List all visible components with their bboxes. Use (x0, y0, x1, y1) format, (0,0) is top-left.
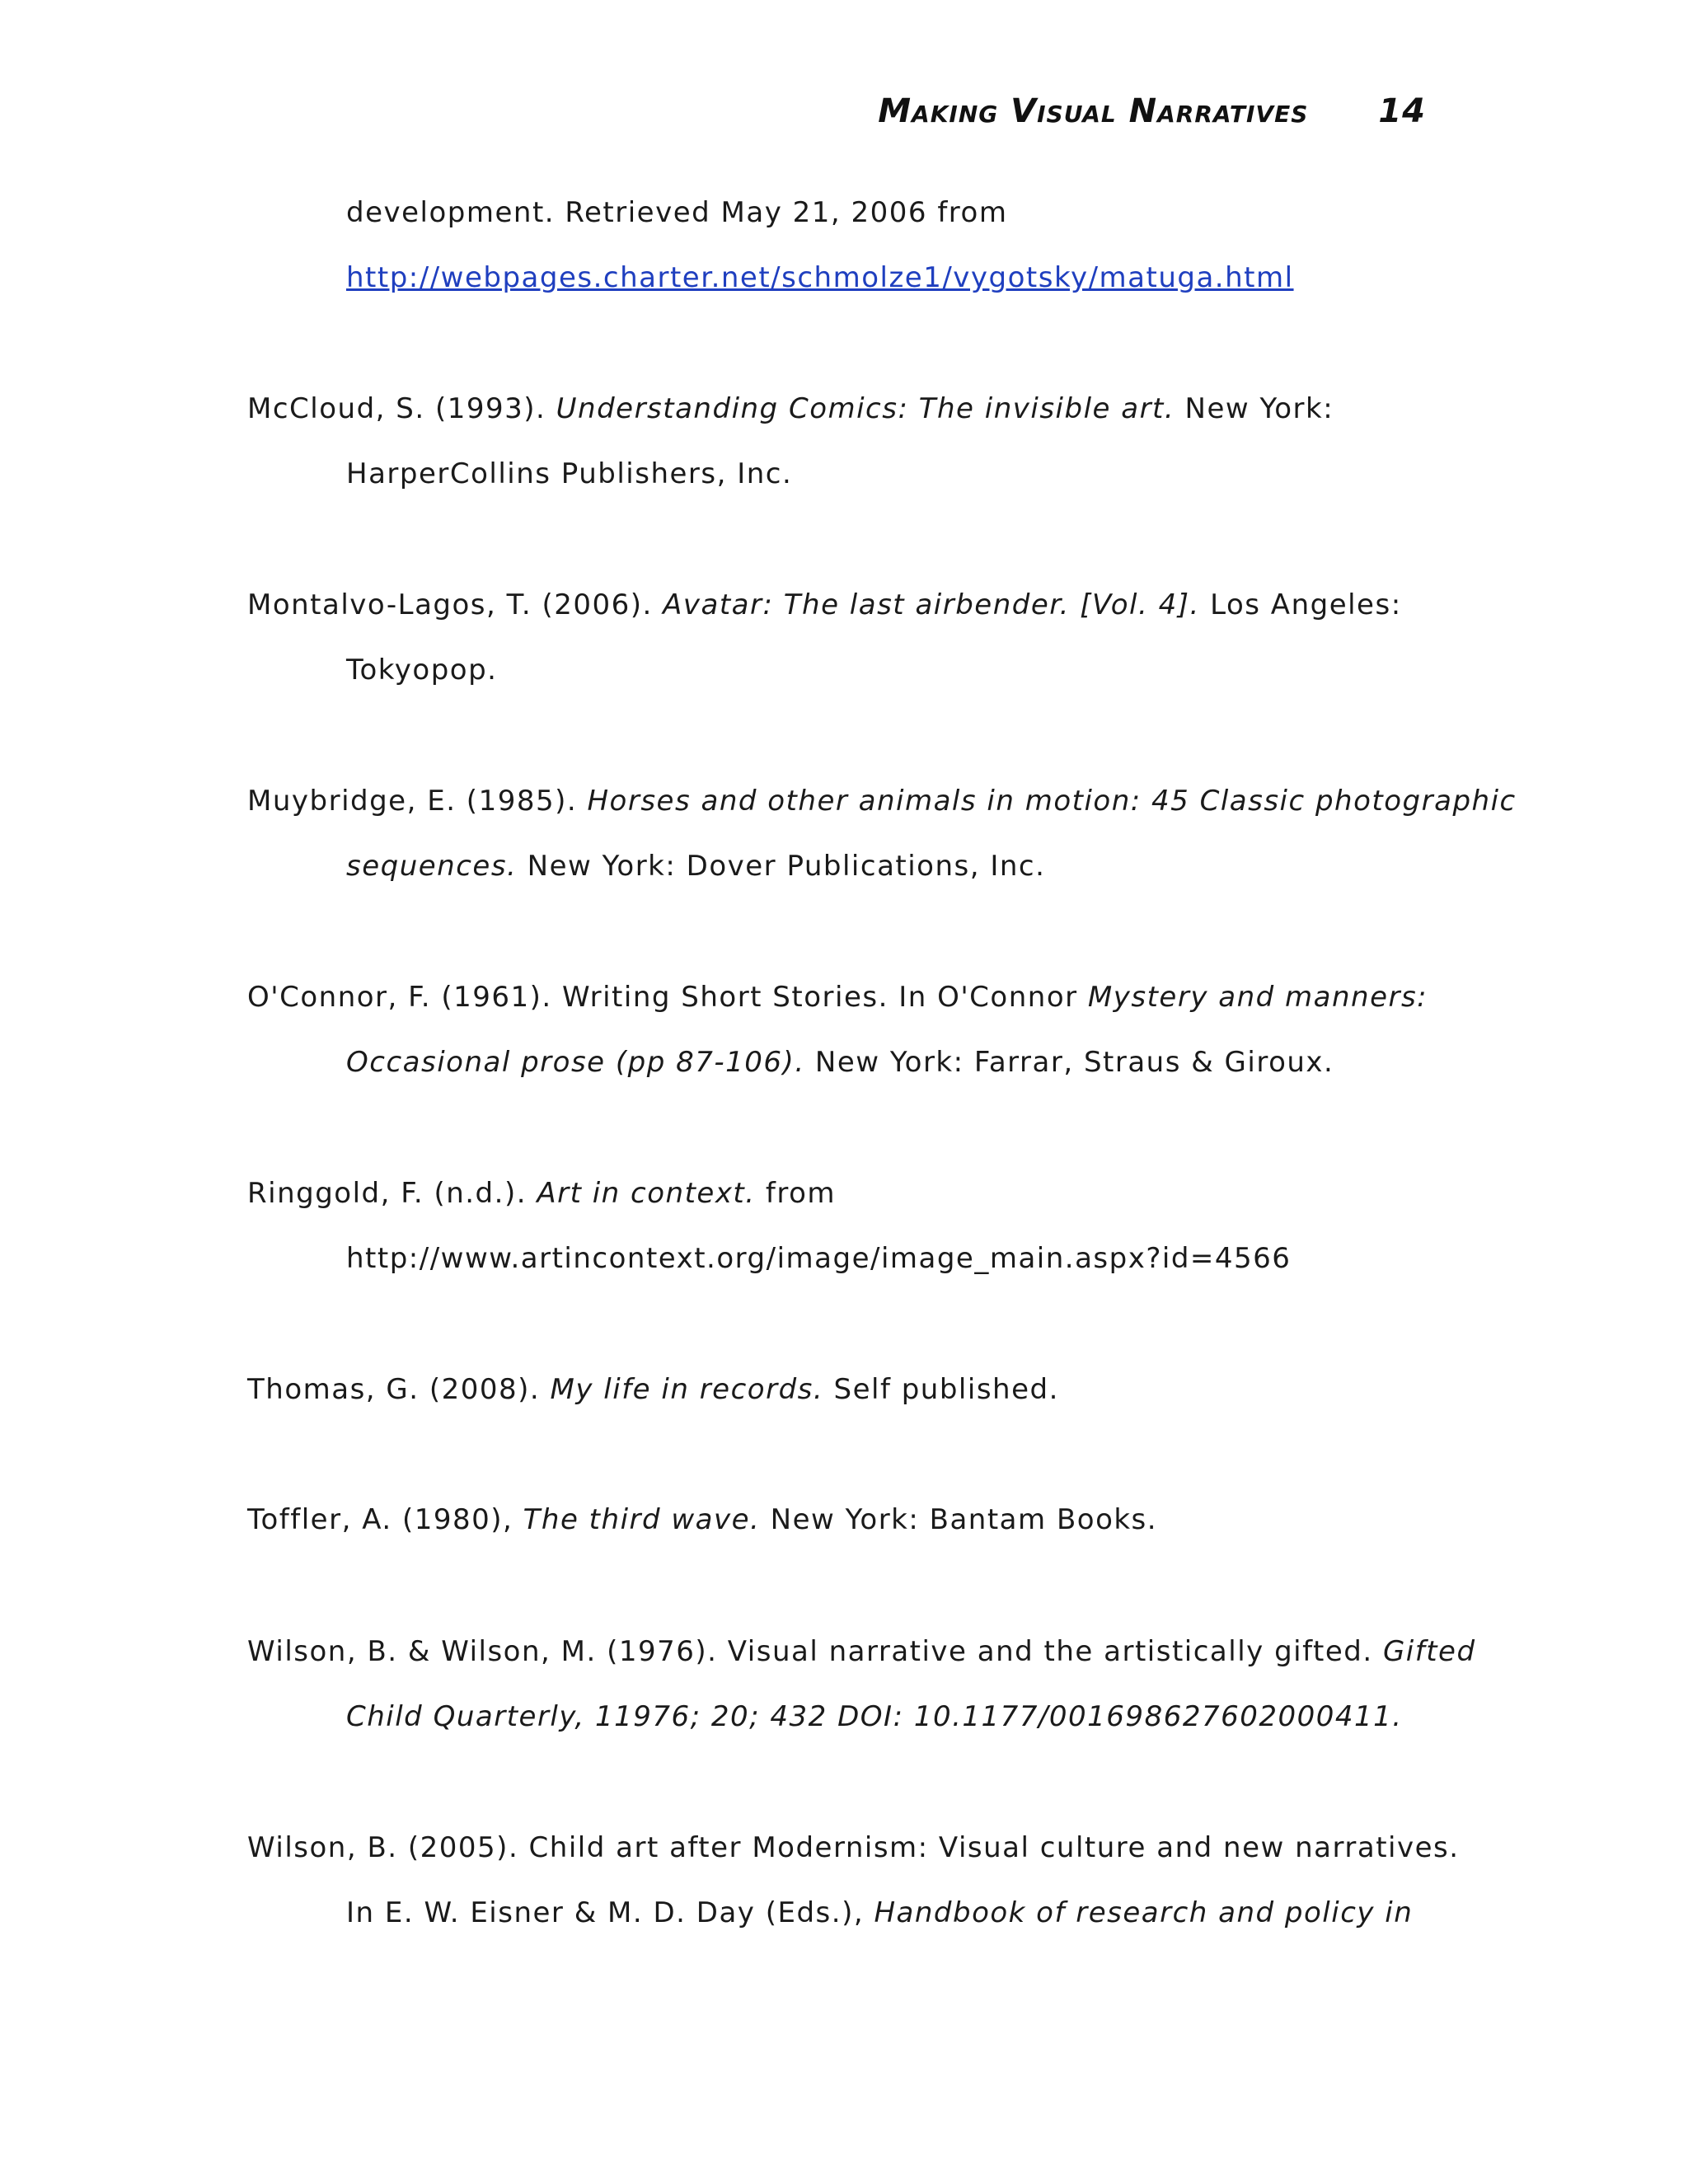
reference-title: Mystery and manners: (1087, 981, 1428, 1014)
reference-title: Art in context. (537, 1177, 756, 1210)
page-number: 14 (1378, 92, 1426, 130)
reference-title: Gifted (1382, 1635, 1476, 1668)
reference-muybridge-line1: Muybridge, E. (1985). Horses and other animals in motion: 45 Classic photographic (247, 785, 1517, 818)
reference-toffler: Toffler, A. (1980), The third wave. New York: Bantam Books. (247, 1503, 1158, 1536)
reference-title: Occasional prose (pp 87-106). (346, 1046, 805, 1079)
reference-oconnor-line2: Occasional prose (pp 87-106). New York: Farrar, Straus & Giroux. (346, 1046, 1334, 1079)
running-title: Making Visual Narratives (878, 92, 1309, 130)
reference-muybridge-line2: sequences. New York: Dover Publications, Inc. (346, 850, 1046, 883)
reference-title: Child Quarterly, 11976; 20; 432 DOI: 10.1177/001698627602000411. (346, 1700, 1403, 1733)
reference-montalvo-line1: Montalvo-Lagos, T. (2006). Avatar: The last airbender. [Vol. 4]. Los Angeles: (247, 588, 1402, 621)
reference-title: Understanding Comics: The invisible art. (556, 392, 1175, 425)
matuga-link[interactable]: http://webpages.charter.net/schmolze1/vygotsky/matuga.html (346, 261, 1294, 294)
reference-wilson2005-line1: Wilson, B. (2005). Child art after Modernism: Visual culture and new narratives. (247, 1831, 1460, 1864)
reference-oconnor-line1: O'Connor, F. (1961). Writing Short Stories. In O'Connor Mystery and manners: (247, 981, 1428, 1014)
reference-matuga-line2 (346, 261, 1294, 294)
running-head (878, 92, 1426, 130)
reference-ringgold-line2: http://www.artincontext.org/image/image_main.aspx?id=4566 (346, 1242, 1292, 1275)
reference-wilson1976-line1: Wilson, B. & Wilson, M. (1976). Visual narrative and the artistically gifted. Gifted (247, 1635, 1476, 1668)
reference-thomas: Thomas, G. (2008). My life in records. Self published. (247, 1373, 1059, 1406)
reference-mccloud-line1: McCloud, S. (1993). Understanding Comics: The invisible art. New York: (247, 392, 1334, 425)
reference-wilson2005-line2: In E. W. Eisner & M. D. Day (Eds.), Handbook of research and policy in (346, 1896, 1414, 1929)
reference-title: Handbook of research and policy in (874, 1896, 1414, 1929)
reference-title: My life in records. (550, 1373, 824, 1406)
reference-ringgold-line1: Ringgold, F. (n.d.). Art in context. from (247, 1177, 837, 1210)
reference-title: Horses and other animals in motion: 45 Classic photographic (587, 785, 1517, 818)
reference-wilson1976-line2 (346, 1700, 1403, 1733)
reference-title: sequences. (346, 850, 518, 883)
reference-matuga-line1: development. Retrieved May 21, 2006 from (346, 196, 1008, 229)
reference-title: Avatar: The last airbender. [Vol. 4]. (663, 588, 1200, 621)
reference-mccloud-line2: HarperCollins Publishers, Inc. (346, 457, 793, 490)
reference-title: The third wave. (523, 1503, 761, 1536)
reference-montalvo-line2: Tokyopop. (346, 654, 498, 687)
